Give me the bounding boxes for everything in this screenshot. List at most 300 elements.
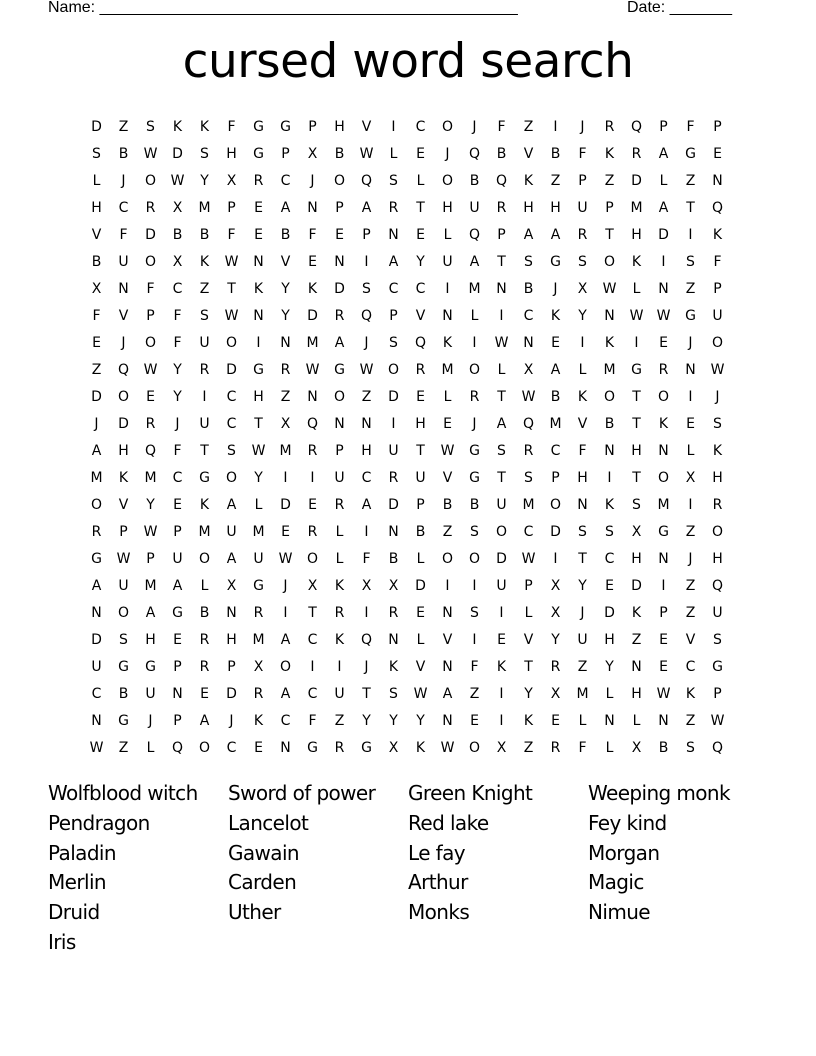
grid-letter[interactable]: N [442,712,453,729]
grid-letter[interactable]: N [253,253,264,270]
grid-letter[interactable]: B [334,145,345,162]
grid-letter[interactable]: G [253,118,264,135]
grid-letter[interactable]: B [172,226,183,243]
grid-letter[interactable]: F [308,226,317,243]
grid-letter[interactable]: F [308,712,317,729]
grid-letter[interactable]: U [415,469,426,486]
grid-letter[interactable]: O [549,496,562,513]
grid-letter[interactable]: X [172,253,183,270]
grid-letter[interactable]: D [388,388,399,405]
grid-letter[interactable]: N [658,442,669,459]
grid-letter[interactable]: I [553,118,558,135]
grid-letter[interactable]: I [499,604,504,621]
grid-letter[interactable]: P [578,172,587,189]
grid-letter[interactable]: O [711,523,724,540]
grid-letter[interactable]: P [146,550,155,567]
grid-letter[interactable]: P [173,712,182,729]
grid-letter[interactable]: N [172,685,183,702]
grid-letter[interactable]: W [278,550,293,567]
grid-letter[interactable]: G [469,469,480,486]
grid-letter[interactable]: L [416,631,425,648]
grid-letter[interactable]: U [172,550,183,567]
grid-letter[interactable]: R [658,361,669,378]
grid-letter[interactable]: O [441,172,454,189]
grid-letter[interactable]: F [713,253,722,270]
grid-letter[interactable]: N [712,172,723,189]
grid-letter[interactable]: H [91,199,102,216]
grid-letter[interactable]: S [524,469,533,486]
grid-letter[interactable]: U [577,631,588,648]
grid-letter[interactable]: L [659,172,668,189]
grid-letter[interactable]: N [658,550,669,567]
grid-letter[interactable]: U [253,550,264,567]
grid-letter[interactable]: I [607,469,612,486]
grid-letter[interactable]: N [658,280,669,297]
grid-letter[interactable]: Y [281,280,290,297]
grid-letter[interactable]: I [553,550,558,567]
grid-letter[interactable]: S [713,631,722,648]
grid-letter[interactable]: O [711,334,724,351]
grid-letter[interactable]: Q [414,334,427,351]
grid-letter[interactable]: D [307,307,318,324]
grid-letter[interactable]: H [226,145,237,162]
grid-letter[interactable]: E [416,145,425,162]
grid-letter[interactable]: F [92,307,101,324]
grid-letter[interactable]: W [251,442,266,459]
grid-letter[interactable]: W [521,388,536,405]
grid-letter[interactable]: U [118,253,129,270]
grid-letter[interactable]: C [226,415,237,432]
grid-letter[interactable]: S [713,415,722,432]
grid-letter[interactable]: V [91,226,102,243]
grid-letter[interactable]: M [603,361,616,378]
grid-letter[interactable]: D [631,577,642,594]
grid-letter[interactable]: I [688,388,693,405]
grid-letter[interactable]: C [307,685,318,702]
grid-letter[interactable]: Y [146,496,155,513]
grid-letter[interactable]: O [495,523,508,540]
grid-letter[interactable]: E [659,334,668,351]
grid-letter[interactable]: Z [118,739,129,756]
grid-letter[interactable]: H [118,442,129,459]
grid-letter[interactable]: R [712,496,723,513]
grid-letter[interactable]: E [551,712,560,729]
grid-letter[interactable]: K [199,118,210,135]
grid-letter[interactable]: O [144,334,157,351]
grid-letter[interactable]: A [496,415,507,432]
grid-letter[interactable]: Q [468,145,481,162]
grid-letter[interactable]: L [605,685,614,702]
grid-letter[interactable]: Z [118,118,129,135]
grid-letter[interactable]: I [310,469,315,486]
grid-letter[interactable]: W [359,145,374,162]
grid-letter[interactable]: F [173,334,182,351]
grid-letter[interactable]: I [310,658,315,675]
grid-letter[interactable]: K [415,739,426,756]
grid-letter[interactable]: P [173,523,182,540]
grid-letter[interactable]: N [442,658,453,675]
grid-letter[interactable]: R [388,604,399,621]
grid-letter[interactable]: W [440,442,455,459]
grid-letter[interactable]: H [415,415,426,432]
grid-letter[interactable]: B [91,253,102,270]
grid-letter[interactable]: U [226,523,237,540]
grid-letter[interactable]: N [604,307,615,324]
grid-letter[interactable]: T [632,469,641,486]
grid-letter[interactable]: N [280,739,291,756]
grid-letter[interactable]: J [175,415,180,432]
grid-letter[interactable]: C [118,199,129,216]
grid-letter[interactable]: G [253,577,264,594]
grid-letter[interactable]: D [145,226,156,243]
grid-letter[interactable]: Z [523,739,534,756]
grid-letter[interactable]: S [389,334,398,351]
grid-letter[interactable]: K [118,469,129,486]
grid-letter[interactable]: T [497,253,506,270]
grid-letter[interactable]: L [443,388,452,405]
grid-letter[interactable]: M [90,469,103,486]
grid-letter[interactable]: V [685,631,696,648]
grid-letter[interactable]: Z [685,577,696,594]
grid-letter[interactable]: R [415,361,426,378]
grid-letter[interactable]: K [550,307,561,324]
grid-letter[interactable]: E [254,226,263,243]
grid-letter[interactable]: R [523,442,534,459]
grid-letter[interactable]: U [712,604,723,621]
grid-letter[interactable]: N [307,388,318,405]
grid-letter[interactable]: Y [416,712,425,729]
grid-letter[interactable]: W [710,712,725,729]
grid-letter[interactable]: V [118,496,129,513]
grid-letter[interactable]: O [306,550,319,567]
grid-letter[interactable]: U [334,685,345,702]
grid-letter[interactable]: K [604,334,615,351]
grid-letter[interactable]: Q [630,118,643,135]
grid-letter[interactable]: W [143,145,158,162]
grid-letter[interactable]: C [280,172,291,189]
grid-letter[interactable]: N [604,442,615,459]
grid-letter[interactable]: E [335,226,344,243]
grid-letter[interactable]: Y [173,388,182,405]
grid-letter[interactable]: G [253,145,264,162]
grid-letter[interactable]: W [656,307,671,324]
grid-letter[interactable]: E [416,226,425,243]
grid-letter[interactable]: D [658,226,669,243]
grid-letter[interactable]: P [605,199,614,216]
grid-letter[interactable]: X [226,577,237,594]
grid-letter[interactable]: U [577,199,588,216]
grid-letter[interactable]: I [472,631,477,648]
grid-letter[interactable]: M [198,523,211,540]
grid-letter[interactable]: T [308,604,317,621]
grid-letter[interactable]: N [388,226,399,243]
grid-letter[interactable]: Z [523,118,534,135]
grid-letter[interactable]: W [656,685,671,702]
grid-letter[interactable]: V [523,145,534,162]
grid-letter[interactable]: B [658,739,669,756]
grid-letter[interactable]: C [415,118,426,135]
grid-letter[interactable]: C [550,442,561,459]
grid-letter[interactable]: S [362,280,371,297]
grid-letter[interactable]: P [335,442,344,459]
grid-letter[interactable]: P [146,307,155,324]
grid-letter[interactable]: F [578,442,587,459]
grid-letter[interactable]: Q [468,226,481,243]
grid-letter[interactable]: J [553,280,558,297]
grid-letter[interactable]: F [227,118,236,135]
grid-letter[interactable]: X [496,739,507,756]
grid-letter[interactable]: A [145,604,156,621]
grid-letter[interactable]: W [359,361,374,378]
grid-letter[interactable]: B [118,145,129,162]
grid-letter[interactable]: C [523,523,534,540]
grid-letter[interactable]: L [146,739,155,756]
grid-letter[interactable]: D [550,523,561,540]
grid-letter[interactable]: M [306,334,319,351]
grid-letter[interactable]: C [172,469,183,486]
grid-letter[interactable]: X [550,604,561,621]
grid-letter[interactable]: N [442,604,453,621]
grid-letter[interactable]: N [334,253,345,270]
grid-letter[interactable]: E [254,739,263,756]
grid-letter[interactable]: W [143,523,158,540]
grid-letter[interactable]: N [118,280,129,297]
grid-letter[interactable]: I [364,604,369,621]
grid-letter[interactable]: F [173,307,182,324]
grid-letter[interactable]: G [118,658,129,675]
grid-letter[interactable]: D [91,631,102,648]
grid-letter[interactable]: L [200,577,209,594]
grid-letter[interactable]: Z [550,172,561,189]
grid-letter[interactable]: I [283,469,288,486]
grid-letter[interactable]: K [523,712,534,729]
grid-letter[interactable]: Y [578,307,587,324]
grid-letter[interactable]: L [92,172,101,189]
grid-letter[interactable]: P [713,118,722,135]
grid-letter[interactable]: R [334,604,345,621]
grid-letter[interactable]: S [200,307,209,324]
grid-letter[interactable]: R [145,199,156,216]
grid-letter[interactable]: P [335,199,344,216]
grid-letter[interactable]: U [91,658,102,675]
grid-letter[interactable]: I [472,577,477,594]
grid-letter[interactable]: M [441,361,454,378]
grid-letter[interactable]: B [280,226,291,243]
grid-letter[interactable]: R [631,145,642,162]
grid-letter[interactable]: M [279,442,292,459]
grid-letter[interactable]: Q [306,415,319,432]
grid-letter[interactable]: G [685,145,696,162]
grid-letter[interactable]: K [685,685,696,702]
grid-letter[interactable]: N [253,307,264,324]
grid-letter[interactable]: J [472,118,477,135]
grid-letter[interactable]: A [550,226,561,243]
grid-letter[interactable]: N [388,523,399,540]
grid-letter[interactable]: K [658,415,669,432]
grid-letter[interactable]: C [523,307,534,324]
grid-letter[interactable]: A [91,442,102,459]
grid-letter[interactable]: Y [416,253,425,270]
grid-letter[interactable]: V [442,631,453,648]
grid-letter[interactable]: L [470,307,479,324]
grid-letter[interactable]: E [200,685,209,702]
grid-letter[interactable]: W [629,307,644,324]
grid-letter[interactable]: C [307,631,318,648]
grid-letter[interactable]: S [632,496,641,513]
grid-letter[interactable]: E [443,415,452,432]
grid-letter[interactable]: G [469,442,480,459]
grid-letter[interactable]: Z [685,523,696,540]
grid-letter[interactable]: D [334,280,345,297]
grid-letter[interactable]: X [361,577,372,594]
grid-letter[interactable]: Y [551,631,560,648]
grid-letter[interactable]: Q [144,442,157,459]
grid-letter[interactable]: K [388,658,399,675]
grid-letter[interactable]: X [631,739,642,756]
grid-letter[interactable]: S [389,685,398,702]
grid-letter[interactable]: X [307,145,318,162]
grid-letter[interactable]: O [333,388,346,405]
grid-letter[interactable]: A [199,712,210,729]
grid-letter[interactable]: W [224,253,239,270]
grid-letter[interactable]: E [416,388,425,405]
grid-letter[interactable]: Q [360,631,373,648]
grid-letter[interactable]: R [253,172,264,189]
grid-letter[interactable]: E [416,604,425,621]
grid-letter[interactable]: I [391,415,396,432]
grid-letter[interactable]: N [496,280,507,297]
grid-letter[interactable]: K [604,145,615,162]
grid-letter[interactable]: E [551,334,560,351]
grid-letter[interactable]: N [685,361,696,378]
grid-letter[interactable]: O [387,361,400,378]
grid-letter[interactable]: N [334,415,345,432]
grid-letter[interactable]: B [523,280,534,297]
grid-letter[interactable]: E [605,577,614,594]
grid-letter[interactable]: U [199,334,210,351]
grid-letter[interactable]: C [280,712,291,729]
grid-letter[interactable]: S [146,118,155,135]
grid-letter[interactable]: T [632,388,641,405]
grid-letter[interactable]: R [199,631,210,648]
grid-letter[interactable]: V [523,631,534,648]
grid-letter[interactable]: S [686,739,695,756]
grid-letter[interactable]: Z [199,280,210,297]
grid-letter[interactable]: O [468,550,481,567]
grid-letter[interactable]: G [280,118,291,135]
grid-letter[interactable]: Z [91,361,102,378]
grid-letter[interactable]: Q [360,307,373,324]
grid-letter[interactable]: W [305,361,320,378]
grid-letter[interactable]: T [200,442,209,459]
grid-letter[interactable]: E [308,253,317,270]
grid-letter[interactable]: S [578,523,587,540]
grid-letter[interactable]: W [494,334,509,351]
grid-letter[interactable]: Y [389,712,398,729]
grid-letter[interactable]: X [280,415,291,432]
grid-letter[interactable]: O [90,496,103,513]
grid-letter[interactable]: X [91,280,102,297]
grid-letter[interactable]: L [497,361,506,378]
grid-letter[interactable]: U [334,469,345,486]
grid-letter[interactable]: T [524,658,533,675]
grid-letter[interactable]: I [445,280,450,297]
grid-letter[interactable]: O [117,604,130,621]
grid-letter[interactable]: H [631,226,642,243]
grid-letter[interactable]: L [254,496,263,513]
grid-letter[interactable]: F [578,739,587,756]
grid-letter[interactable]: H [631,550,642,567]
grid-letter[interactable]: X [577,280,588,297]
grid-letter[interactable]: H [145,631,156,648]
grid-letter[interactable]: I [256,334,261,351]
grid-letter[interactable]: F [119,226,128,243]
grid-letter[interactable]: N [577,496,588,513]
grid-letter[interactable]: R [496,199,507,216]
grid-letter[interactable]: S [578,253,587,270]
grid-letter[interactable]: R [91,523,102,540]
grid-letter[interactable]: F [146,280,155,297]
grid-letter[interactable]: L [578,712,587,729]
grid-letter[interactable]: P [281,145,290,162]
grid-letter[interactable]: I [688,496,693,513]
grid-letter[interactable]: W [440,739,455,756]
grid-letter[interactable]: Q [171,739,184,756]
grid-letter[interactable]: Y [200,172,209,189]
grid-letter[interactable]: M [549,415,562,432]
grid-letter[interactable]: E [173,496,182,513]
grid-letter[interactable]: O [117,388,130,405]
grid-letter[interactable]: A [280,199,291,216]
grid-letter[interactable]: A [442,685,453,702]
grid-letter[interactable]: D [280,496,291,513]
grid-letter[interactable]: O [657,388,670,405]
grid-letter[interactable]: R [334,739,345,756]
grid-letter[interactable]: E [497,631,506,648]
grid-letter[interactable]: I [661,253,666,270]
grid-letter[interactable]: X [685,469,696,486]
grid-letter[interactable]: R [577,226,588,243]
grid-letter[interactable]: P [362,226,371,243]
grid-letter[interactable]: J [688,334,693,351]
grid-letter[interactable]: X [253,658,264,675]
grid-letter[interactable]: Y [605,658,614,675]
grid-letter[interactable]: B [496,145,507,162]
grid-letter[interactable]: G [334,361,345,378]
grid-letter[interactable]: H [253,388,264,405]
grid-letter[interactable]: S [605,523,614,540]
grid-letter[interactable]: P [659,604,668,621]
grid-letter[interactable]: J [364,334,369,351]
grid-letter[interactable]: J [229,712,234,729]
grid-letter[interactable]: N [226,604,237,621]
grid-letter[interactable]: A [361,199,372,216]
grid-letter[interactable]: K [604,496,615,513]
grid-letter[interactable]: T [227,280,236,297]
grid-letter[interactable]: W [413,685,428,702]
grid-letter[interactable]: Z [685,604,696,621]
grid-letter[interactable]: R [388,199,399,216]
grid-letter[interactable]: D [226,685,237,702]
grid-letter[interactable]: Q [711,577,724,594]
grid-letter[interactable]: E [146,388,155,405]
grid-letter[interactable]: A [226,496,237,513]
grid-letter[interactable]: R [550,739,561,756]
grid-letter[interactable]: Z [334,712,345,729]
grid-letter[interactable]: N [523,334,534,351]
grid-letter[interactable]: V [118,307,129,324]
grid-letter[interactable]: Z [361,388,372,405]
